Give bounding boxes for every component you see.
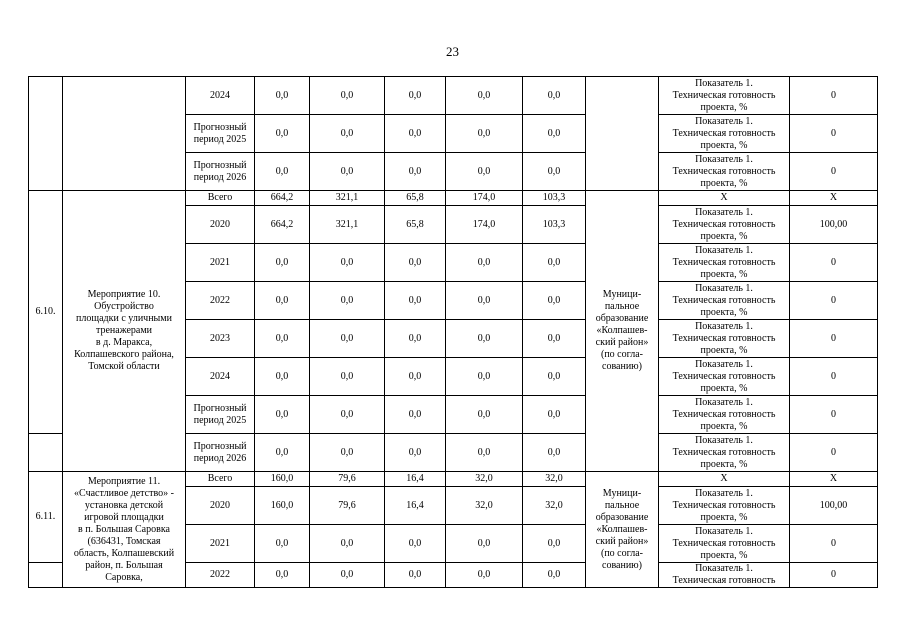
- target-cell: 0: [790, 115, 878, 153]
- event-description: Мероприятие 11. «Счастливое детство» - установка детской игровой площадки в п. Большая Саровка (636431, Томская область, Колпашевский район, п. Большая Саровка,: [63, 472, 186, 588]
- value-cell: 0,0: [255, 358, 310, 396]
- period-cell: Прогнозный период 2025: [186, 115, 255, 153]
- target-cell: 0: [790, 320, 878, 358]
- executor-cell: Муници- пальное образование «Колпашев- ский район» (по согла- сованию): [586, 472, 659, 588]
- value-cell: 65,8: [385, 206, 446, 244]
- value-cell: 0,0: [255, 563, 310, 588]
- value-cell: 321,1: [310, 191, 385, 206]
- value-cell: 160,0: [255, 487, 310, 525]
- target-cell: 0: [790, 434, 878, 472]
- value-cell: 0,0: [446, 77, 523, 115]
- value-cell: 0,0: [310, 115, 385, 153]
- value-cell: 16,4: [385, 487, 446, 525]
- indicator-cell: Показатель 1. Техническая готовность проекта, %: [659, 358, 790, 396]
- value-cell: 0,0: [255, 115, 310, 153]
- value-cell: 0,0: [255, 282, 310, 320]
- value-cell: 0,0: [310, 434, 385, 472]
- target-cell: 100,00: [790, 487, 878, 525]
- indicator-cell: Показатель 1. Техническая готовность проекта, %: [659, 244, 790, 282]
- value-cell: 0,0: [385, 282, 446, 320]
- value-cell: 0,0: [310, 396, 385, 434]
- target-cell: 0: [790, 358, 878, 396]
- value-cell: 0,0: [446, 358, 523, 396]
- value-cell: 160,0: [255, 472, 310, 487]
- target-cell: 0: [790, 153, 878, 191]
- value-cell: 0,0: [310, 244, 385, 282]
- value-cell: 0,0: [523, 115, 586, 153]
- value-cell: 0,0: [310, 358, 385, 396]
- value-cell: 0,0: [385, 358, 446, 396]
- value-cell: 0,0: [523, 396, 586, 434]
- value-cell: 0,0: [523, 153, 586, 191]
- value-cell: 103,3: [523, 206, 586, 244]
- value-cell: 664,2: [255, 206, 310, 244]
- table-row: [29, 191, 878, 206]
- period-cell: Прогнозный период 2026: [186, 153, 255, 191]
- value-cell: 0,0: [255, 396, 310, 434]
- value-cell: 0,0: [385, 396, 446, 434]
- value-cell: 0,0: [255, 525, 310, 563]
- value-cell: 0,0: [523, 358, 586, 396]
- value-cell: 0,0: [310, 320, 385, 358]
- indicator-cell: Показатель 1. Техническая готовность проекта, %: [659, 434, 790, 472]
- value-cell: 65,8: [385, 191, 446, 206]
- code-cell: [29, 563, 63, 588]
- value-cell: 0,0: [446, 115, 523, 153]
- value-cell: 0,0: [523, 244, 586, 282]
- value-cell: 174,0: [446, 191, 523, 206]
- target-cell: 100,00: [790, 206, 878, 244]
- value-cell: 79,6: [310, 472, 385, 487]
- value-cell: 0,0: [385, 434, 446, 472]
- program-table: [28, 76, 878, 588]
- value-cell: 79,6: [310, 487, 385, 525]
- target-cell: 0: [790, 282, 878, 320]
- period-cell: Всего: [186, 191, 255, 206]
- indicator-cell: Х: [659, 191, 790, 206]
- period-cell: Прогнозный период 2026: [186, 434, 255, 472]
- period-cell: 2020: [186, 487, 255, 525]
- value-cell: 0,0: [385, 244, 446, 282]
- indicator-cell: Показатель 1. Техническая готовность проекта, %: [659, 320, 790, 358]
- value-cell: 32,0: [523, 472, 586, 487]
- period-cell: 2022: [186, 563, 255, 588]
- value-cell: 0,0: [255, 77, 310, 115]
- period-cell: Всего: [186, 472, 255, 487]
- value-cell: 0,0: [255, 320, 310, 358]
- indicator-cell: Х: [659, 472, 790, 487]
- value-cell: 0,0: [385, 320, 446, 358]
- target-cell: Х: [790, 191, 878, 206]
- value-cell: 0,0: [446, 282, 523, 320]
- value-cell: 32,0: [446, 472, 523, 487]
- value-cell: 0,0: [523, 525, 586, 563]
- target-cell: 0: [790, 244, 878, 282]
- value-cell: 0,0: [385, 115, 446, 153]
- table-row: [29, 472, 878, 487]
- indicator-cell: Показатель 1. Техническая готовность проекта, %: [659, 487, 790, 525]
- executor-cell: Муници- пальное образование «Колпашев- ский район» (по согла- сованию): [586, 191, 659, 472]
- period-cell: Прогнозный период 2025: [186, 396, 255, 434]
- event-code: 6.10.: [29, 191, 63, 434]
- period-cell: 2024: [186, 358, 255, 396]
- executor-cell: [586, 77, 659, 191]
- period-cell: 2023: [186, 320, 255, 358]
- indicator-cell: Показатель 1. Техническая готовность проекта, %: [659, 525, 790, 563]
- value-cell: 0,0: [255, 244, 310, 282]
- value-cell: 0,0: [446, 525, 523, 563]
- value-cell: 0,0: [310, 77, 385, 115]
- indicator-cell: Показатель 1. Техническая готовность проекта, %: [659, 282, 790, 320]
- description-cell: [63, 77, 186, 191]
- value-cell: 0,0: [255, 434, 310, 472]
- value-cell: 321,1: [310, 206, 385, 244]
- period-cell: 2021: [186, 525, 255, 563]
- value-cell: 32,0: [523, 487, 586, 525]
- period-cell: 2020: [186, 206, 255, 244]
- indicator-cell: Показатель 1. Техническая готовность проекта, %: [659, 115, 790, 153]
- value-cell: 0,0: [523, 282, 586, 320]
- indicator-cell: Показатель 1. Техническая готовность: [659, 563, 790, 588]
- value-cell: 103,3: [523, 191, 586, 206]
- code-cell: [29, 77, 63, 191]
- value-cell: 0,0: [385, 153, 446, 191]
- value-cell: 0,0: [310, 153, 385, 191]
- target-cell: 0: [790, 563, 878, 588]
- value-cell: 0,0: [523, 320, 586, 358]
- value-cell: 0,0: [446, 434, 523, 472]
- value-cell: 0,0: [385, 525, 446, 563]
- value-cell: 0,0: [446, 396, 523, 434]
- value-cell: 0,0: [310, 525, 385, 563]
- page-number: 23: [446, 44, 459, 59]
- period-cell: 2024: [186, 77, 255, 115]
- value-cell: 0,0: [523, 563, 586, 588]
- indicator-cell: Показатель 1. Техническая готовность проекта, %: [659, 206, 790, 244]
- code-cell: [29, 434, 63, 472]
- indicator-cell: Показатель 1. Техническая готовность проекта, %: [659, 153, 790, 191]
- period-cell: 2022: [186, 282, 255, 320]
- indicator-cell: Показатель 1. Техническая готовность проекта, %: [659, 396, 790, 434]
- value-cell: 0,0: [310, 563, 385, 588]
- value-cell: 0,0: [446, 563, 523, 588]
- indicator-cell: Показатель 1. Техническая готовность проекта, %: [659, 77, 790, 115]
- event-code: 6.11.: [29, 472, 63, 563]
- target-cell: Х: [790, 472, 878, 487]
- value-cell: 32,0: [446, 487, 523, 525]
- table-row: [29, 77, 878, 115]
- value-cell: 0,0: [523, 434, 586, 472]
- value-cell: 0,0: [310, 282, 385, 320]
- value-cell: 0,0: [446, 320, 523, 358]
- value-cell: 0,0: [385, 77, 446, 115]
- value-cell: 0,0: [385, 563, 446, 588]
- value-cell: 16,4: [385, 472, 446, 487]
- value-cell: 0,0: [255, 153, 310, 191]
- value-cell: 0,0: [523, 77, 586, 115]
- target-cell: 0: [790, 396, 878, 434]
- event-description: Мероприятие 10. Обустройство площадки с уличными тренажерами в д. Маракса, Колпашевского района, Томской области: [63, 191, 186, 472]
- value-cell: 0,0: [446, 244, 523, 282]
- target-cell: 0: [790, 77, 878, 115]
- value-cell: 0,0: [446, 153, 523, 191]
- value-cell: 174,0: [446, 206, 523, 244]
- value-cell: 664,2: [255, 191, 310, 206]
- target-cell: 0: [790, 525, 878, 563]
- period-cell: 2021: [186, 244, 255, 282]
